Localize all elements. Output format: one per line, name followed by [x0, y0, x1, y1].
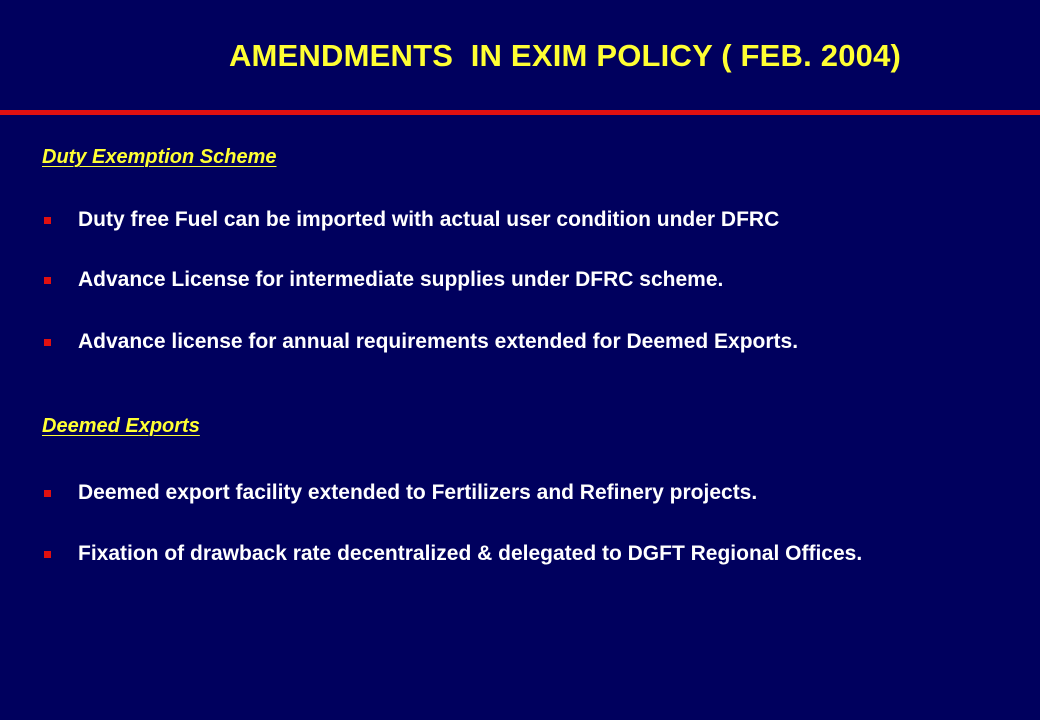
- bullet-text: Advance license for annual requirements extended for Deemed Exports.: [78, 330, 799, 353]
- square-bullet-icon: [44, 217, 51, 224]
- bullet-text: Fixation of drawback rate decentralized & delegated to DGFT Regional Offices.: [78, 542, 863, 565]
- bullet-text: Advance License for intermediate supplies under DFRC scheme.: [78, 268, 724, 291]
- section-heading-duty-exemption: Duty Exemption Scheme: [42, 146, 277, 168]
- square-bullet-icon: [44, 277, 51, 284]
- square-bullet-icon: [44, 551, 51, 558]
- bullet-text: Deemed export facility extended to Fertilizers and Refinery projects.: [78, 481, 758, 504]
- bullet-text: Duty free Fuel can be imported with actual user condition under DFRC: [78, 208, 780, 231]
- square-bullet-icon: [44, 339, 51, 346]
- title-divider: [0, 110, 1040, 115]
- section-heading-deemed-exports: Deemed Exports: [42, 415, 200, 437]
- slide-title: AMENDMENTS IN EXIM POLICY ( FEB. 2004): [228, 38, 902, 73]
- square-bullet-icon: [44, 490, 51, 497]
